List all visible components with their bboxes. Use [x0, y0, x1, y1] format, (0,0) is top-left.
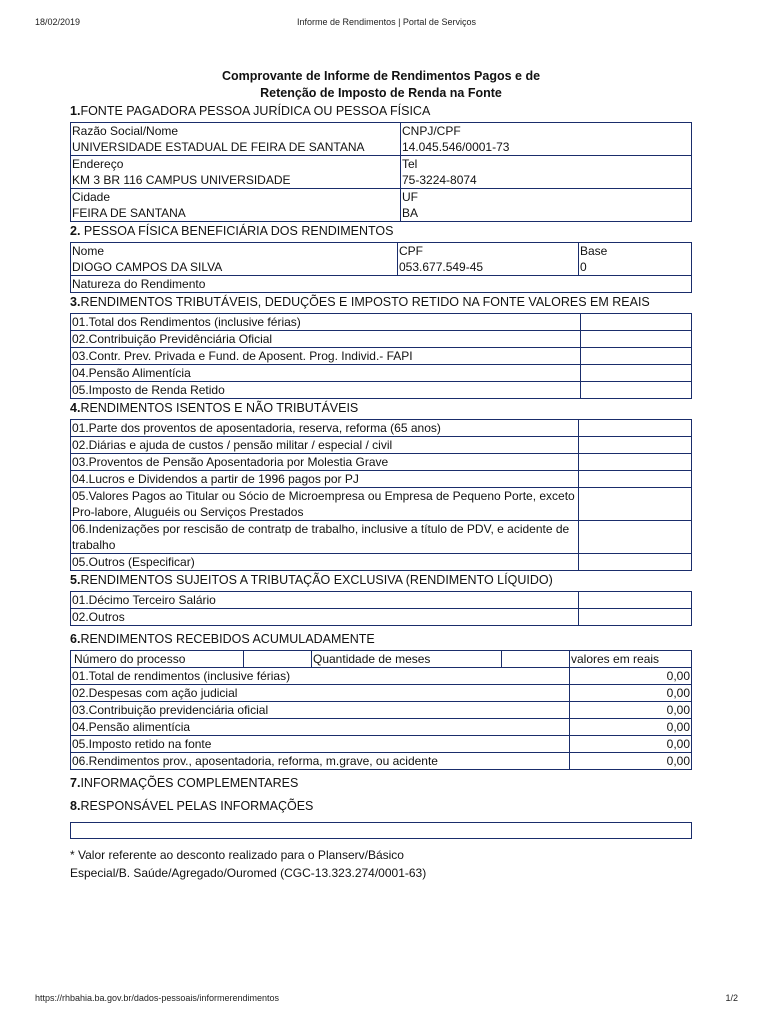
razao-social-cell: Razão Social/Nome UNIVERSIDADE ESTADUAL DE FEIRA DE SANTANA: [71, 123, 401, 156]
tel-cell: Tel 75-3224-8074: [401, 156, 692, 189]
cidade-cell: Cidade FEIRA DE SANTANA: [71, 189, 401, 222]
responsible-box: [70, 822, 692, 839]
table-row: 01.Décimo Terceiro Salário: [71, 592, 692, 609]
base-cell: Base 0: [579, 243, 692, 276]
table-row: 06.Indenizações por rescisão de contratp de trabalho, inclusive a título de PDV, e acidente de trabalho: [71, 521, 692, 554]
nome-cell: Nome DIOGO CAMPOS DA SILVA: [71, 243, 398, 276]
table-row: 02.Outros: [71, 609, 692, 626]
print-page-title: Informe de Rendimentos | Portal de Serviços: [297, 17, 476, 27]
table-row: 03.Proventos de Pensão Aposentadoria por Molestia Grave: [71, 454, 692, 471]
taxable-income-table: [70, 313, 692, 399]
title-line-1: Comprovante de Informe de Rendimentos Pagos e de: [221, 69, 541, 83]
section-4-heading: 4.RENDIMENTOS ISENTOS E NÃO TRIBUTÁVEIS: [70, 401, 359, 415]
table-row: 04.Lucros e Dividendos a partir de 1996 pagos por PJ: [71, 471, 692, 488]
footnote: * Valor referente ao desconto realizado para o Planserv/Básico Especial/B. Saúde/Agregado/Ouromed (CGC-13.323.274/0001-63): [70, 848, 427, 880]
table-row: 01.Parte dos proventos de aposentadoria, reserva, reforma (65 anos): [71, 420, 692, 437]
uf-cell: UF BA: [401, 189, 692, 222]
print-footer: [35, 993, 738, 1003]
document-title: [70, 68, 692, 102]
section-2-heading: 2. PESSOA FÍSICA BENEFICIÁRIA DOS RENDIMENTOS: [70, 224, 394, 238]
natureza-cell: Natureza do Rendimento: [71, 276, 692, 293]
table-row: 01.Total dos Rendimentos (inclusive férias): [71, 314, 692, 331]
title-line-2: Retenção de Imposto de Renda na Fonte: [260, 86, 502, 100]
section-8-heading: 8.RESPONSÁVEL PELAS INFORMAÇÕES: [70, 799, 314, 813]
table-row: 01.Total de rendimentos (inclusive férias) 0,00: [72, 669, 690, 683]
months-header: Quantidade de meses: [312, 651, 502, 668]
table-row: 04.Pensão Alimentícia: [71, 365, 692, 382]
section-1-heading: 1.FONTE PAGADORA PESSOA JURÍDICA OU PESSOA FÍSICA: [70, 104, 431, 118]
table-row: 03.Contr. Prev. Privada e Fund. de Aposent. Prog. Individ.- FAPI: [71, 348, 692, 365]
values-header: valores em reais: [570, 651, 692, 668]
beneficiary-table: [70, 242, 692, 293]
table-row: 05.Imposto de Renda Retido: [71, 382, 692, 399]
table-row: 04.Pensão alimentícia 0,00: [72, 720, 690, 734]
table-row: 02.Contribuição Previdênciária Oficial: [71, 331, 692, 348]
section-7-heading: 7.INFORMAÇÕES COMPLEMENTARES: [70, 776, 299, 790]
table-row: 03.Contribuição previdenciária oficial 0,00: [72, 703, 690, 717]
table-row: 05.Valores Pagos ao Titular ou Sócio de Microempresa ou Empresa de Pequeno Porte, exceto Pro-labore, Aluguéis ou Serviços Prestados: [71, 488, 692, 521]
section-3-heading: 3.RENDIMENTOS TRIBUTÁVEIS, DEDUÇÕES E IMPOSTO RETIDO NA FONTE VALORES EM REAIS: [70, 295, 650, 309]
table-row: 05.Imposto retido na fonte 0,00: [72, 737, 690, 751]
table-row: 02.Diárias e ajuda de custos / pensão militar / especial / civil: [71, 437, 692, 454]
print-date: 18/02/2019: [35, 17, 81, 27]
exempt-income-table: [70, 419, 692, 571]
table-header-row: [71, 651, 692, 668]
print-header: [35, 17, 738, 27]
section-5-heading: 5.RENDIMENTOS SUJEITOS A TRIBUTAÇÃO EXCLUSIVA (RENDIMENTO LÍQUIDO): [70, 573, 553, 587]
endereco-cell: Endereço KM 3 BR 116 CAMPUS UNIVERSIDADE: [71, 156, 401, 189]
table-row: 02.Despesas com ação judicial 0,00: [72, 686, 690, 700]
accumulated-income-table: [70, 650, 692, 770]
exclusive-tax-table: [70, 591, 692, 626]
cnpj-cell: CNPJ/CPF 14.045.546/0001-73: [401, 123, 692, 156]
print-page-number: 1/2: [725, 993, 738, 1003]
table-row: 06.Rendimentos prov., aposentadoria, reforma, m.grave, ou acidente 0,00: [72, 754, 690, 768]
table-row: 05.Outros (Especificar): [71, 554, 692, 571]
process-number-header: Número do processo: [71, 651, 244, 668]
income-statement: [70, 68, 692, 882]
print-url: https://rhbahia.ba.gov.br/dados-pessoais/informerendimentos: [35, 993, 279, 1003]
cpf-cell: CPF 053.677.549-45: [398, 243, 579, 276]
section-6-heading: 6.RENDIMENTOS RECEBIDOS ACUMULADAMENTE: [70, 632, 375, 646]
payer-table: [70, 122, 692, 222]
